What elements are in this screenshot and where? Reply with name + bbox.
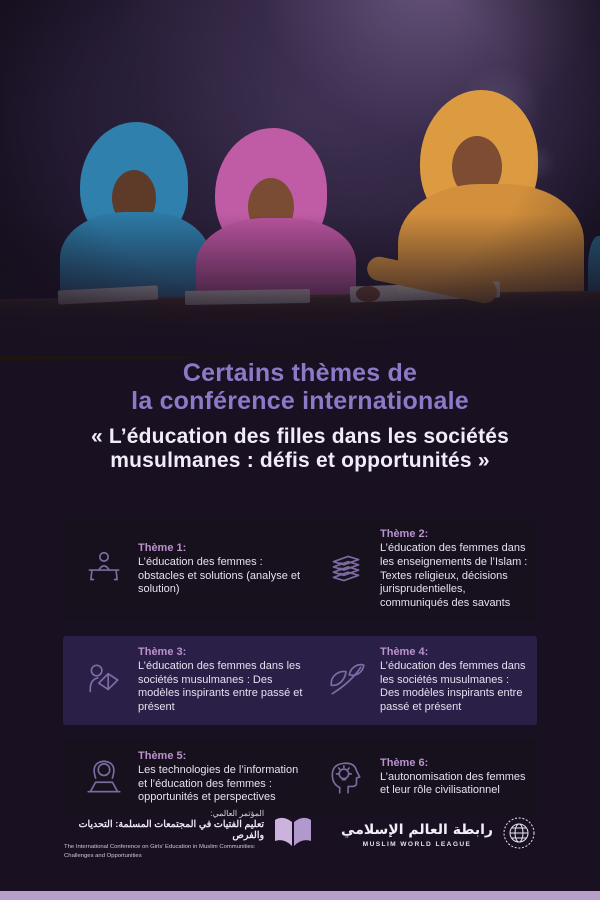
conference-arabic-line1: المؤتمر العالمي: [210, 808, 265, 818]
footer-logos [0, 802, 600, 868]
theme-1-card [63, 532, 315, 607]
theme-6-label: Thème 6: [380, 756, 429, 769]
themes-row-1 [63, 518, 537, 621]
theme-4-card [315, 636, 537, 725]
conference-english-line2: Challenges and Opportunities [64, 853, 142, 859]
page-title [0, 360, 600, 415]
muslim-world-league-logo [341, 816, 536, 855]
title-line-1: Certains thèmes de [182, 359, 418, 387]
lecturer-desk-icon [83, 548, 125, 590]
theme-4-label: Thème 4: [380, 645, 429, 658]
photo-fade-overlay [0, 0, 600, 356]
mwl-arabic-calligraphy: رابطة العالم الإسلامي [341, 822, 493, 838]
conference-english-line1: The International Conference on Girls’ Education in Muslim Communities: [64, 843, 256, 850]
theme-6-text [380, 757, 531, 799]
conference-logo-text [64, 809, 264, 861]
person-reading-icon [83, 659, 125, 701]
subtitle-line-1: « L’éducation des filles dans les sociétés [90, 425, 510, 448]
theme-3-card [63, 636, 315, 725]
theme-3-description: L’éducation des femmes dans les sociétés musulmanes : Des modèles inspirants entre passé et présent [138, 659, 303, 713]
photo-girls-reading [0, 0, 600, 356]
theme-5-label: Thème 5: [138, 749, 187, 762]
themes-row-2 [63, 636, 537, 725]
page-subtitle [0, 425, 600, 473]
theme-3-text [138, 646, 309, 715]
bottom-accent-bar [0, 891, 600, 900]
theme-4-description: L’éducation des femmes dans les sociétés musulmanes : Des modèles inspirants entre passé et présent [380, 659, 526, 713]
theme-5-text [138, 750, 309, 805]
open-book-icon [273, 815, 313, 856]
theme-5-description: Les technologies de l’information et l’éducation des femmes : opportunités et perspectives [138, 763, 299, 804]
title-line-2: la conférence internationale [131, 386, 469, 415]
theme-1-description: L’éducation des femmes : obstacles et solutions (analyse et solution) [138, 555, 301, 596]
conference-logo [64, 809, 313, 861]
mwl-emblem-icon [502, 816, 536, 855]
themes-grid [63, 518, 537, 815]
woman-laptop-icon [83, 756, 125, 798]
conference-english-text [64, 843, 264, 861]
theme-4-text [380, 646, 531, 715]
mwl-english-name: MUSLIM WORLD LEAGUE [362, 841, 472, 848]
leaves-icon [325, 659, 367, 701]
theme-2-label: Thème 2: [380, 528, 429, 540]
books-stack-icon [325, 548, 367, 590]
theme-2-description: L’éducation des femmes dans les enseignements de l’Islam : Textes religieux, décisions jurisprudentielles, communiqués des savants [380, 542, 528, 609]
theme-6-description: L’autonomisation des femmes et leur rôle civilisationnel [380, 770, 526, 797]
conference-arabic-line2: تعليم الفتيات في المجتمعات المسلمة: التحديات والفرص [78, 818, 265, 841]
theme-1-text [138, 542, 309, 597]
theme-1-label: Thème 1: [138, 541, 187, 554]
subtitle-line-2: musulmanes : défis et opportunités » [110, 449, 490, 473]
head-lightbulb-icon [325, 756, 367, 798]
theme-2-card [315, 518, 537, 621]
theme-3-label: Thème 3: [138, 645, 187, 658]
headline-block [0, 360, 600, 473]
theme-2-text [380, 528, 531, 611]
mwl-logo-text [341, 822, 493, 848]
theme-6-card [315, 746, 537, 808]
